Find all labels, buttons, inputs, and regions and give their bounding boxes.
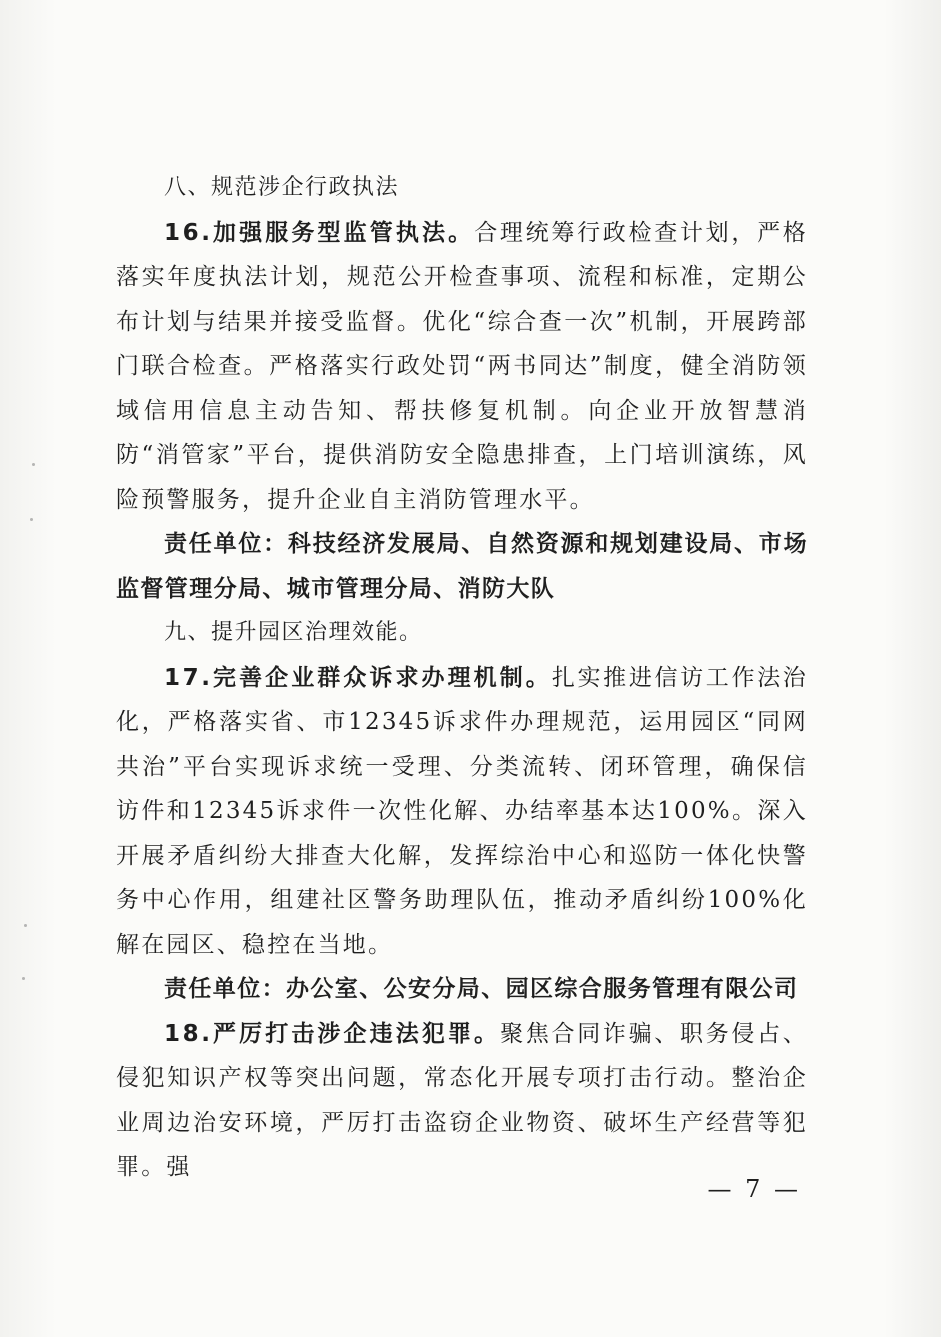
scan-speck xyxy=(22,977,25,980)
document-body xyxy=(116,166,808,1190)
scan-speck xyxy=(32,463,35,466)
item-17-lead: 17.完善企业群众诉求办理机制。 xyxy=(164,664,552,691)
item-18-paragraph xyxy=(116,1012,808,1190)
scan-speck xyxy=(30,518,33,521)
item-16-lead: 16.加强服务型监管执法。 xyxy=(164,219,475,246)
page-number: — 7 — xyxy=(707,1175,801,1203)
section-heading-9: 九、提升园区治理效能。 xyxy=(164,620,423,645)
section-heading-8: 八、规范涉企行政执法 xyxy=(164,175,400,200)
item-17-paragraph xyxy=(116,656,808,968)
item-16-paragraph xyxy=(116,211,808,523)
item-16-text: 合理统筹行政检查计划，严格落实年度执法计划，规范公开检查事项、流程和标准，定期公布计划与结果并接受监督。优化“综合查一次”机制，开展跨部门联合检查。严格落实行政处罚“两书同达”制度，健全消防领域信用信息主动告知、帮扶修复机制。向企业开放智慧消防“消管家”平台，提供消防安全隐患排查，上门培训演练，风险预警服务，提升企业自主消防管理水平。 xyxy=(116,219,808,513)
item-18-lead: 18.严厉打击涉企违法犯罪。 xyxy=(164,1020,501,1047)
responsibility-16: 责任单位：科技经济发展局、自然资源和规划建设局、市场监督管理分局、城市管理分局、消防大队 xyxy=(116,531,808,602)
responsibility-17: 责任单位：办公室、公安分局、园区综合服务管理有限公司 xyxy=(164,976,799,1002)
item-18-text: 聚焦合同诈骗、职务侵占、侵犯知识产权等突出问题，常态化开展专项打击行动。整治企业周边治安环境，严厉打击盗窃企业物资、破坏生产经营等犯罪。强 xyxy=(116,1020,808,1180)
item-17-text: 扎实推进信访工作法治化，严格落实省、市12345诉求件办理规范，运用园区“同网共治”平台实现诉求统一受理、分类流转、闭环管理，确保信访件和12345诉求件一次性化解、办结率基本达100%。深入开展矛盾纠纷大排查大化解，发挥综治中心和巡防一体化快警务中心作用，组建社区警务助理队伍，推动矛盾纠纷100%化解在园区、稳控在当地。 xyxy=(116,664,808,958)
scan-speck xyxy=(24,924,27,927)
